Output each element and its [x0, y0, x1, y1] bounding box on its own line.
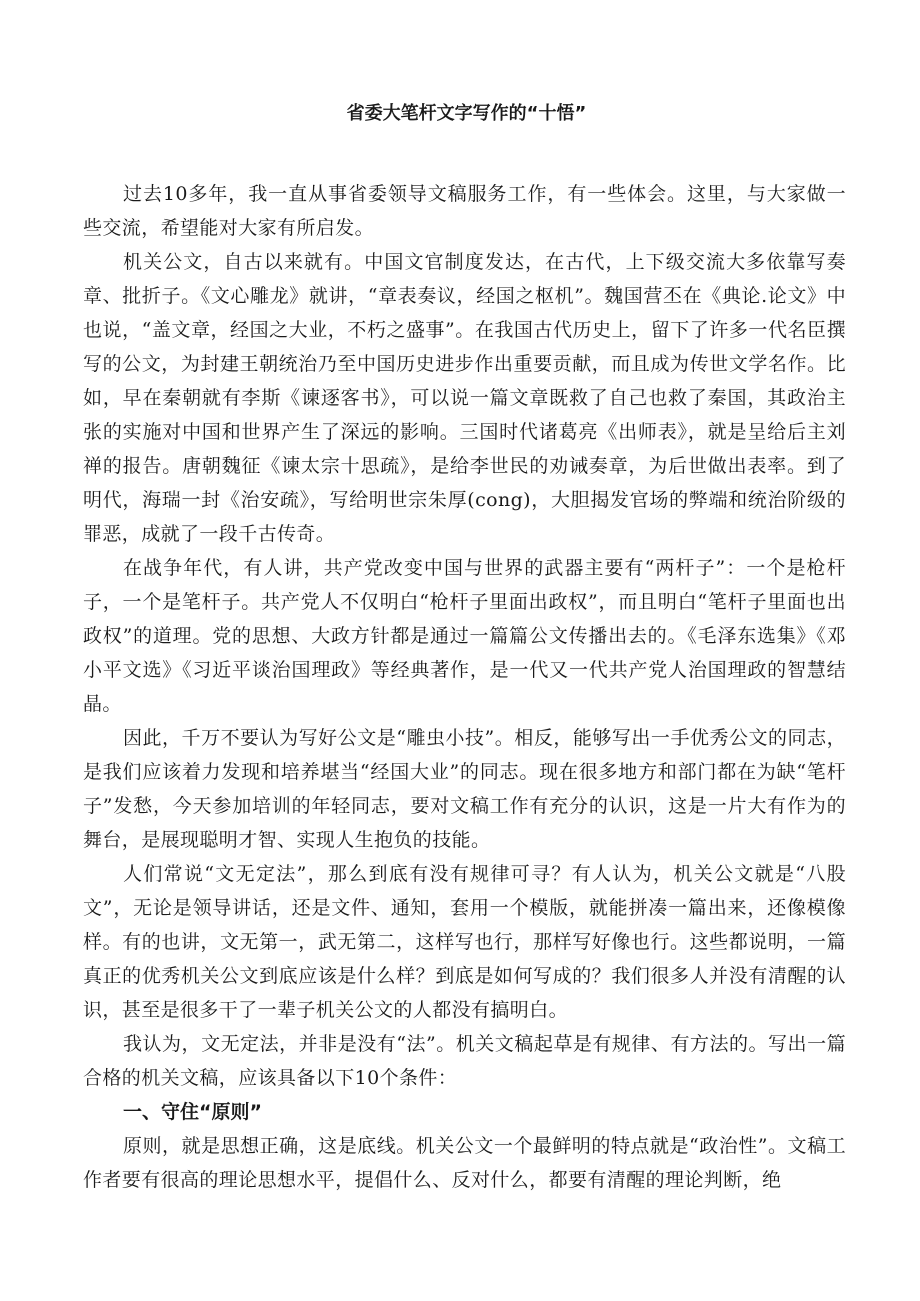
paragraph-history: 机关公文，自古以来就有。中国文官制度发达，在古代，上下级交流大多依靠写奏章、批折子。《文心雕龙》就讲，“章表奏议，经国之枢机”。魏国营丕在《典论.论文》中也说，“盖文章，经国之大业，不朽之盛事”。在我国古代历史上，留下了许多一代名臣撰写的公文，为封建王朝统治乃至中国历史进步作出重要贡献，而且成为传世文学名作。比如，早在秦朝就有李斯《谏逐客书》，可以说一篇文章既救了自己也救了秦国，其政治主张的实施对中国和世界产生了深远的影响。三国时代诸葛亮《出师表》，就是呈给后主刘禅的报告。唐朝魏征《谏太宗十思疏》，是给李世民的劝诫奏章，为后世做出表率。到了明代，海瑞一封《治安疏》，写给明世宗朱厚(cong)，大胆揭发官场的弊端和统治阶级的罪恶，成就了一段千古传奇。	[83, 251, 846, 545]
section-heading: 一、守住“原则”	[123, 1101, 262, 1123]
document-title: 省委大笔杆文字写作的“十悟”	[346, 103, 587, 124]
paragraph-therefore: 因此，千万不要认为写好公文是“雕虫小技”。相反，能够写出一手优秀公文的同志，是我们应该着力发现和培养堪当“经国大业”的同志。现在很多地方和部门都在为缺“笔杆子”发愁，今天参加培训的年轻同志，要对文稿工作有充分的认识，这是一片大有作为的舞台，是展现聪明才智、实现人生抱负的技能。	[83, 727, 846, 851]
paragraph-ten-conditions: 我认为，文无定法，并非是没有“法”。机关文稿起草是有规律、有方法的。写出一篇合格的机关文稿，应该具备以下10个条件：	[83, 1033, 846, 1089]
paragraph-no-fixed-method: 人们常说“文无定法”，那么到底有没有规律可寻？有人认为，机关公文就是“八股文”，无论是领导讲话，还是文件、通知，套用一个模版，就能拼凑一篇出来，还像模像样。有的也讲，文无第一，武无第二，这样写也行，那样写好像也行。这些都说明，一篇真正的优秀机关公文到底应该是什么样？到底是如何写成的？我们很多人并没有清醒的认识，甚至是很多干了一辈子机关公文的人都没有搞明白。	[83, 863, 846, 1021]
paragraph-principle: 原则，就是思想正确，这是底线。机关公文一个最鲜明的特点就是“政治性”。文稿工作者要有很高的理论思想水平，提倡什么、反对什么，都要有清醒的理论判断，绝	[83, 1135, 846, 1191]
paragraph-war-era: 在战争年代，有人讲，共产党改变中国与世界的武器主要有“两杆子”：一个是枪杆子，一个是笔杆子。共产党人不仅明白“枪杆子里面出政权”，而且明白“笔杆子里面也出政权”的道理。党的思想、大政方针都是通过一篇篇公文传播出去的。《毛泽东选集》《邓小平文选》《习近平谈治国理政》等经典著作，是一代又一代共产党人治国理政的智慧结晶。	[83, 557, 846, 715]
paragraph-intro: 过去10多年，我一直从事省委领导文稿服务工作，有一些体会。这里，与大家做一些交流，希望能对大家有所启发。	[83, 183, 846, 239]
